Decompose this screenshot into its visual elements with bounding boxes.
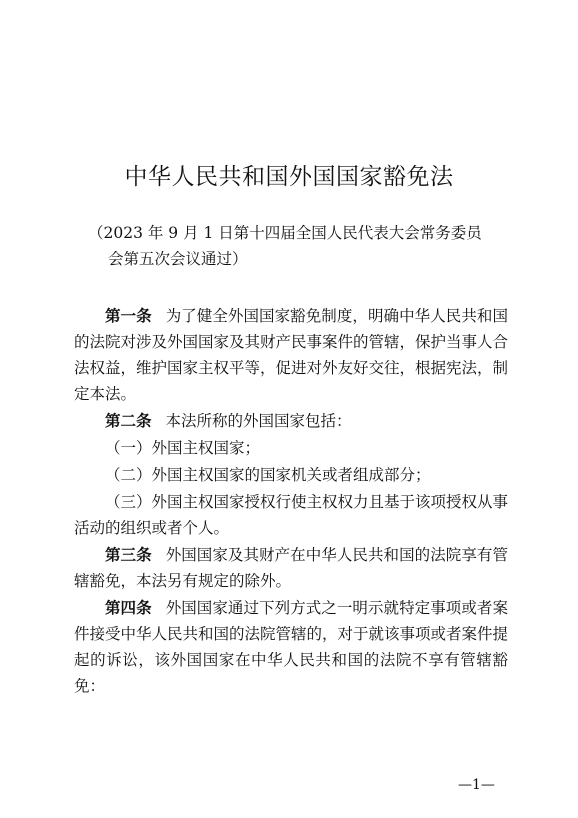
article-1-paragraph [74,303,508,407]
article-text: 为了健全外国国家豁免制度，明确中华人民共和国的法院对涉及外国国家及其财产民事案件的管辖，保护当事人合法权益，维护国家主权平等，促进对外友好交往，根据宪法，制定本法。 [74,307,509,403]
item-text: （一）外国主权国家； [105,439,261,457]
article-text: 外国国家及其财产在中华人民共和国的法院享有管辖豁免，本法另有规定的除外。 [74,546,508,590]
subtitle-line-1: （2023 年 9 月 1 日第十四届全国人民代表大会常务委员 [88,224,482,242]
article-2-item-1 [74,435,508,461]
article-4-paragraph [74,595,508,699]
article-2-item-3 [74,489,508,541]
document-body [74,303,508,700]
document-title: 中华人民共和国外国国家豁免法 [124,164,454,190]
item-text: （三）外国主权国家授权行使主权权力且基于该项授权从事活动的组织或者个人。 [74,493,509,537]
article-label: 第三条 [105,546,152,564]
document-subtitle [88,220,508,272]
subtitle-line-2: 会第五次会议通过） [108,250,248,268]
page-number: —1— [458,777,495,793]
article-2-item-2 [74,462,508,488]
article-3-paragraph [74,542,508,594]
article-label: 第一条 [105,307,152,325]
article-label: 第二条 [105,412,152,430]
article-2-paragraph [74,408,508,434]
article-text: 外国国家通过下列方式之一明示就特定事项或者案件接受中华人民共和国的法院管辖的，对于就该事项或者案件提起的诉讼，该外国国家在中华人民共和国的法院不享有管辖豁免： [74,599,509,695]
article-label: 第四条 [105,599,152,617]
item-text: （二）外国主权国家的国家机关或者组成部分； [105,466,431,484]
article-text: 本法所称的外国国家包括： [165,412,352,430]
